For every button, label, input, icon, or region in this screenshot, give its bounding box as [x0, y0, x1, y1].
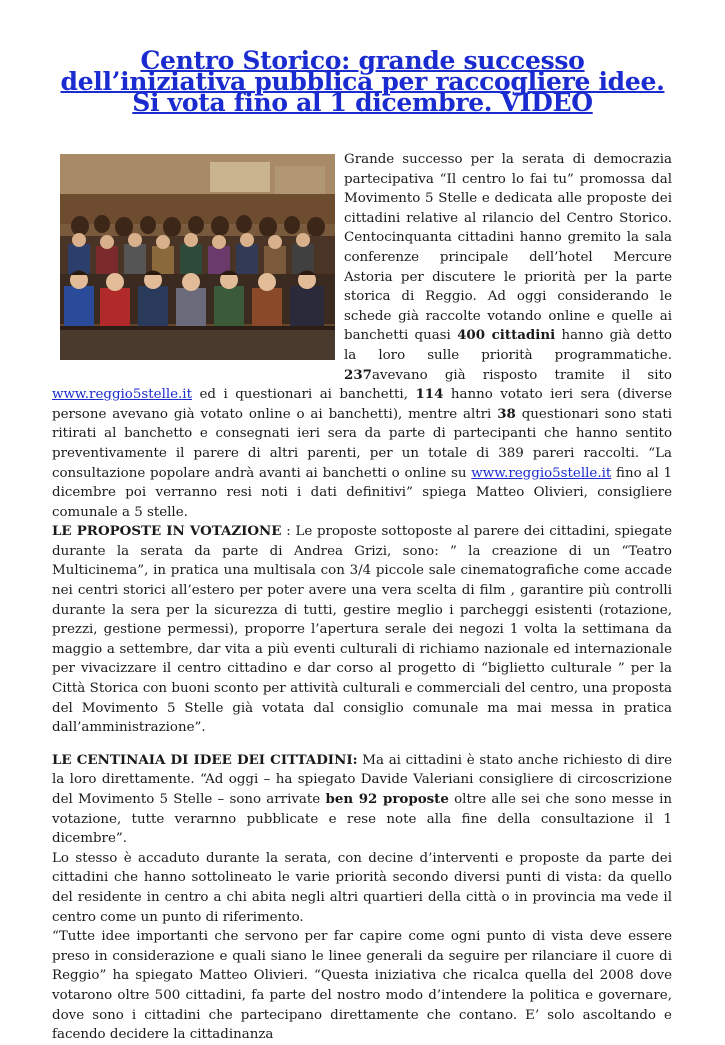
count-38: 38	[497, 405, 516, 422]
proposte-text: : Le proposte sottoposte al parere dei cittadini, spiegate durante la serata da parte di Andrea Grizi, sono: ” la creazione di un “Teatro Multicinema”, in pratica una multisala con 3/4 piccole sale cinematografiche come accade nei centri storici all’estero per poter avere una vera scelta di film , garantire più controlli durante la sera per la sicurezza di tutti, gestire meglio i parcheggi esistenti (rotazione, prezzi, gestione permessi), proporre l’apertura serale dei negozi 1 volta la settimana da maggio a settembre, dar vita a più eventi culturali di richiamo nazionale ed internazionale per vivacizzare il centro cittadino e dar corso al progetto di “biglietto culturale ” per la Città Storica con buoni sconto per attività culturali e commerciali del centro, una proposta del Movimento 5 Stelle già votata dal consiglio comunale ma mai messa in pratica dall’amministrazione”.	[52, 524, 672, 736]
intro-text-2: hanno già detto la loro sulle priorità programmatiche.	[344, 328, 672, 363]
count-92-proposte: ben 92 proposte	[325, 791, 449, 807]
intro-text-5: hanno votato ieri sera (diverse persone avevano già votato online o ai banchetti), mentre altri	[52, 387, 672, 422]
paragraph-olivieri: “Tutte idee importanti che servono per far capire come ogni punto di vista deve essere preso in considerazione e quali siano le linee generali da seguire per rilanciare il cuore di Reggio” ha spiegato Matteo Olivieri. “Questa iniziativa che ricalca quella del 2008 dove votarono oltre 500 cittadini, fa parte del nostro modo d’intendere la politica e governare, dove sono i cittadini che partecipano direttamente che contano. E’ solo ascoltando e facendo decidere la cittadinanza	[52, 929, 672, 1043]
centinaia-text-2: oltre alle sei che sono messe in votazione, tutte verarnno pubblicate e rese note alla fine della consultazione il 1 dicembre”.	[52, 792, 672, 847]
intro-text-3: avevano già risposto tramite il sito	[371, 367, 672, 383]
intro-text-4: ed i questionari ai banchetti,	[191, 387, 416, 403]
intro-text-6: questionari sono stati ritirati al banchetto e consegnati ieri sera da parte di partecipanti che hanno sentito preventivamente il parere di altri parenti, per un totale di 389 pareri raccolti. “La consultazione popolare andrà avanti ai banchetti o online su	[52, 406, 672, 481]
centinaia-text-1: Ma ai cittadini è stato anche richiesto di dire la loro direttamente. “Ad oggi – ha spiegato Davide Valeriani consigliere di circoscrizione del Movimento 5 Stelle – sono arrivate	[52, 752, 672, 807]
link-reggio5stelle-2[interactable]: www.reggio5stelle.it	[471, 465, 612, 481]
link-reggio5stelle-1[interactable]: www.reggio5stelle.it	[52, 387, 192, 403]
article-title[interactable]: Centro Storico: grande successo dell’iniziativa pubblica per raccogliere idee. Si vota fino al 1 dicembre. VIDEO	[60, 46, 665, 117]
image-wrap-spacer	[52, 150, 344, 378]
count-114: 114	[415, 386, 444, 403]
paragraph-proposte	[52, 522, 672, 738]
count-237: 237	[344, 366, 372, 383]
intro-text-7: fino al 1 dicembre poi verranno resi noti i dati definitivi” spiega Matteo Olivieri, consigliere comunale a 5 stelle.	[52, 465, 672, 520]
count-400-cittadini: 400 cittadini	[457, 327, 556, 344]
paragraph-gap	[52, 738, 672, 751]
article-body	[52, 150, 672, 1045]
heading-proposte-in-votazione: LE PROPOSTE IN VOTAZIONE	[52, 523, 282, 540]
intro-text-1: Grande successo per la serata di democrazia partecipativa “Il centro lo fai tu” promossa dal Movimento 5 Stelle e dedicata alle proposte dei cittadini relative al rilancio del Centro Storico. Centocinquanta cittadini hanno gremito la sala conferenze principale dell’hotel Mercure Astoria per discutere le priorità per la parte storica di Reggio. Ad oggi considerando le schede già raccolte votando online e quelle ai banchetti quasi	[344, 152, 672, 344]
paragraph-serata: Lo stesso è accaduto durante la serata, con decine d’interventi e proposte da parte dei cittadini che hanno sottolineato le varie priorità secondo diversi punti di vista: da quello del residente in centro a chi abita negli altri quartieri della città o in provincia ma vede il centro come un punto di riferimento.	[52, 850, 672, 925]
heading-centinaia-di-idee: LE CENTINAIA DI IDEE DEI CITTADINI:	[52, 751, 358, 768]
paragraph-centinaia	[52, 751, 672, 849]
